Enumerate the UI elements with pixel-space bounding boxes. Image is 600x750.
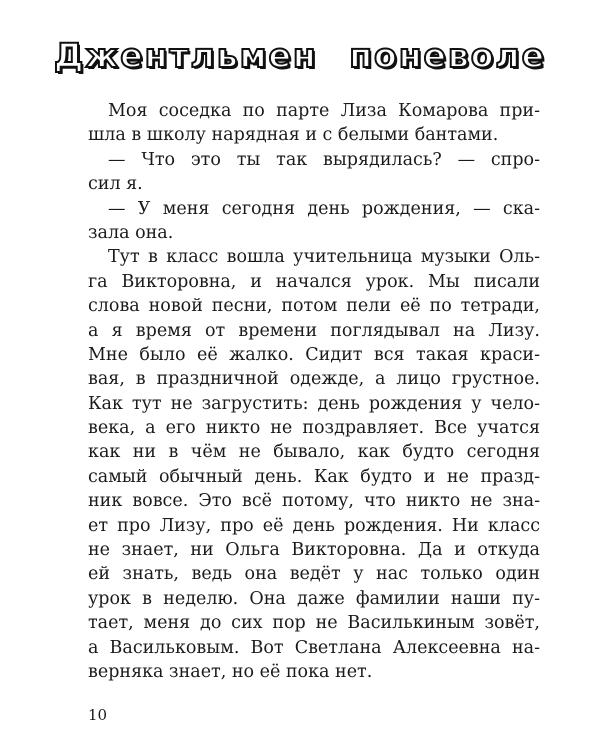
- text-line: зала она.: [88, 222, 174, 243]
- text-line: а я время от времени поглядывал на Лизу.: [88, 320, 540, 341]
- page-number: 10: [88, 706, 108, 724]
- text-line: самый обычный день. Как будто и не празд-: [88, 466, 540, 487]
- text-line: тает, меня до сих пор не Василькиным зовёт,: [88, 613, 540, 634]
- text-line: ник вовсе. Это всё потому, что никто не зна-: [88, 491, 540, 512]
- text-line: га Викторовна, и начался урок. Мы писали: [88, 271, 540, 292]
- text-line: шла в школу нарядная и с белыми бантами.: [88, 125, 499, 146]
- text-line: Мне было её жалко. Сидит вся такая краси-: [88, 344, 540, 365]
- text-line: ет про Лизу, про её день рождения. Ни класс: [88, 515, 540, 536]
- text-line: — Что это ты так вырядилась? — спро-: [108, 149, 540, 170]
- text-line: сил я.: [88, 174, 143, 195]
- text-line: не знает, ни Ольга Викторовна. Да и откуда: [88, 540, 540, 561]
- text-line: Тут в класс вошла учительница музыки Оль-: [108, 247, 540, 268]
- text-line: а Васильковым. Вот Светлана Алексеевна на-: [88, 637, 540, 658]
- text-line: слова новой песни, потом пели её по тетради,: [88, 296, 540, 317]
- text-line: ей знать, ведь она ведёт у нас только один: [88, 564, 540, 585]
- text-line: Моя соседка по парте Лиза Комарова при-: [108, 101, 540, 121]
- chapter-title: Джентльмен поневоле: [54, 36, 546, 75]
- text-line: — У меня сегодня день рождения, — ска-: [108, 198, 540, 219]
- text-line: вая, в праздничной одежде, а лицо грустное.: [88, 369, 540, 390]
- text-line: Как тут не загрустить: день рождения у чело-: [88, 393, 540, 414]
- body-text: [88, 99, 540, 684]
- text-line: верняка знает, но её пока нет.: [88, 661, 373, 682]
- text-line: урок в неделю. Она даже фамилии наши пу-: [88, 588, 540, 609]
- text-line: как ни в чём не бывало, как будто сегодня: [88, 442, 540, 463]
- text-line: века, а его никто не поздравляет. Все учатся: [88, 418, 540, 439]
